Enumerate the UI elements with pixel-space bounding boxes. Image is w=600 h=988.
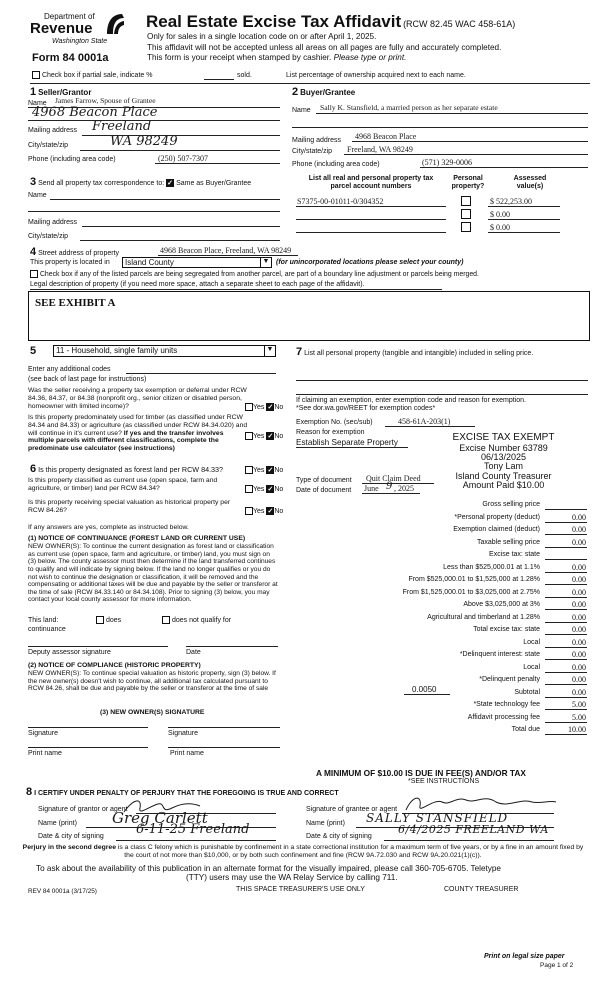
forest-no-label: No (274, 466, 284, 474)
forest-yes-checkbox[interactable] (245, 466, 253, 474)
doc-date-label: Date of document (296, 487, 352, 494)
correspondence-label: Send all property tax correspondence to: (38, 180, 165, 187)
this-land-label: This land: (28, 617, 59, 624)
street-address-line (158, 255, 298, 256)
section-3-heading: 3 Send all property tax correspondence to: ✓ Same as Buyer/Grantee (30, 176, 252, 188)
stamp-line-3: 06/13/2025 (480, 451, 527, 462)
corr-name-label: Name (28, 192, 47, 199)
header-line-3-italic: Please type or print. (333, 53, 407, 62)
calc-row-value[interactable]: 0.00 (572, 587, 586, 597)
assessed-value-header: Assessed value(s) (513, 175, 547, 191)
chevron-down-icon[interactable]: ▼ (260, 258, 271, 267)
q1-no-checkbox[interactable]: ✓ (267, 404, 274, 411)
assessed-line-2 (488, 219, 560, 220)
chevron-down-icon[interactable]: ▼ (264, 346, 275, 356)
legal-description-underline (30, 289, 442, 290)
calc-row-value[interactable]: 0.00 (572, 637, 586, 647)
grantee-signature-label: Signature of grantee or agent (306, 806, 398, 813)
buyer-name-value[interactable]: Sally K. Stansfield, a married person as her separate estate (320, 103, 498, 112)
section-1-heading: 1 Seller/Grantor (30, 86, 92, 98)
calc-row-label: Total excise tax: state (473, 626, 540, 633)
legal-description-label: Legal description of property (if you need more space, attach a separate sheet to each page of the affidavit). (30, 281, 365, 288)
county-treasurer-label: COUNTY TREASURER (444, 886, 519, 893)
parcel-line-3[interactable] (296, 232, 446, 233)
treasurer-use-only: THIS SPACE TREASURER'S USE ONLY (236, 886, 365, 893)
use-code-value: 11 - Household, single family units (56, 346, 178, 355)
accessibility-line-2: (TTY) users may use the WA Relay Service by calling 711. (186, 873, 398, 882)
calc-row-label: From $1,525,000.01 to $3,025,000 at 2.75% (402, 588, 540, 596)
assessed-line-1 (488, 206, 560, 207)
calc-row-line (545, 509, 587, 510)
agency-name: Revenue (30, 20, 93, 37)
new-owner-print-label-2: Print name (170, 750, 204, 757)
personal-property-header: Personal property? (451, 175, 485, 191)
exemption-number-line (385, 426, 475, 427)
calc-row-line (545, 559, 587, 560)
minimum-due-note: A MINIMUM OF $10.00 IS DUE IN FEE(S) AND/OR TAX (316, 768, 526, 778)
header-line-3 (147, 53, 406, 62)
legal-paper-note: Print on legal size paper (484, 953, 565, 960)
buyer-mailing-label: Mailing address (292, 137, 342, 144)
seller-name-line-2 (28, 120, 280, 121)
section-8-heading: 8 I CERTIFY UNDER PENALTY OF PERJURY THAT THE FOREGOING IS TRUE AND CORRECT (26, 786, 339, 798)
form-title: Real Estate Excise Tax Affidavit (146, 12, 402, 31)
current-use-no-label: No (274, 485, 284, 493)
doc-type-label: Type of document (296, 477, 352, 484)
stamp-line-6: Amount Paid $10.00 (462, 480, 545, 491)
section5-q2 (28, 414, 248, 453)
calc-row-label: *Delinquent interest: state (459, 651, 540, 658)
continuance-label: continuance (28, 626, 66, 633)
buyer-heading: Buyer/Grantee (300, 88, 356, 97)
partial-sale-label: Check box if partial sale, indicate % (41, 71, 153, 79)
doc-date-line (362, 493, 420, 494)
grantee-name-handwritten[interactable]: SALLY STANSFIELD (366, 811, 509, 825)
corr-name-line (50, 199, 280, 200)
historic-no-checkbox[interactable]: ✓ (267, 508, 274, 515)
calc-row-label: *Personal property (deduct) (454, 513, 540, 521)
forest-yes-label: Yes (253, 466, 265, 474)
grantor-date-label: Date & city of signing (38, 833, 104, 840)
accessibility-line-1: To ask about the availability of this publication in an alternate format for the visually impaired, please call 360-705-6705. Teletype (36, 864, 501, 873)
local-rate-value: 0.0050 (412, 685, 437, 694)
seller-phone-value[interactable]: (250) 507-7307 (158, 154, 208, 163)
local-rate-line (404, 694, 450, 695)
calc-row-value[interactable]: 0.00 (572, 687, 586, 697)
grantee-date-handwritten[interactable]: 6/4/2025 FREELAND WA (398, 823, 549, 836)
seller-phone-label: Phone (including area code) (28, 156, 116, 163)
stamp-line-4: Tony Lam (483, 461, 524, 472)
notice2-body: NEW OWNER(S): To continue special valuation as historic property, sign (3) below. If the new owner(s) doesn't wish to continue, all additional tax calculated pursuant to RCW 84.26, shall be due and payable by the seller or transferor at the time of sale (28, 670, 276, 693)
page-number: Page 1 of 2 (540, 962, 574, 969)
deputy-date-label: Date (186, 649, 201, 656)
header-line-1: Only for sales in a single location code on or after April 1, 2025. (147, 32, 377, 41)
calc-row-label: Subtotal (514, 688, 540, 696)
section5-q2a: Is this property predominately used for timber (as classified under RCW 84.34 and 84.33) or agriculture (as classified under RCW 84.34.020) and will continue in it's current use? (28, 414, 248, 437)
additional-codes-note: (see back of last page for instructions) (28, 376, 147, 383)
form-number: Form 84 0001a (32, 52, 109, 64)
current-use-yes-label: Yes (253, 485, 265, 493)
calc-row-label: Exemption claimed (deduct) (453, 526, 540, 533)
revision-number: REV 84 0001a (3/17/25) (28, 888, 97, 895)
section6-q3: Is this property receiving special valuation as historical property per RCW 84.26? (28, 499, 231, 514)
grantor-date-line (116, 840, 276, 841)
section-6-heading: 6 Is this property designated as forest land per RCW 84.33? (30, 463, 224, 475)
q2-no-label: No (274, 432, 284, 440)
calc-row-label: Agricultural and timberland at 1.28% (427, 613, 540, 621)
grantee-name-label: Name (print) (306, 820, 345, 827)
land-does-checkbox[interactable] (96, 616, 104, 624)
section6-q2: Is this property classified as current use (open space, farm and agriculture, or timber) land per RCW 84.34? (28, 477, 218, 492)
q1-yes-label: Yes (253, 403, 265, 411)
new-owner-signature-label-2: Signature (168, 730, 198, 737)
corr-city-label: City/state/zip (28, 233, 69, 240)
seller-name-label: Name (28, 100, 47, 107)
notice1-body: NEW OWNER(S): To continue the current designation as forest land or classification as current use (open space, farm and agriculture, or timber) land, you must sign on (3) below. The county assessor must then determine if the land transferred continues to qualify and will indicate by signing below. If the land no longer qualifies or you do not wish to continue the designation or classification, it will be removed and the compensating or additional taxes will be due and payable by the seller or transferor at the time of sale (RCW 84.33.140 or 84.34.108). Prior to signing (3) below, you may contact your local county assessor for more information. (28, 543, 278, 604)
buyer-name-line (316, 113, 588, 114)
perjury-text: is a class C felony which is punishable by confinement in a state correctional institution for a maximum term of five years, or by a fine in an amount fixed by the court of not more than $10,000, or by both such confinement and fine (RCW 9A.72.030 and RCW 9A.20.021(1)(c)). (117, 844, 584, 859)
calc-row-value[interactable]: 0.00 (572, 625, 586, 634)
historic-yes-label: Yes (253, 507, 265, 515)
calc-row-value[interactable]: 0.00 (572, 675, 586, 684)
calc-row-label: Total due (511, 726, 540, 733)
calc-row-value[interactable]: 5.00 (572, 712, 586, 722)
grantee-date-line (384, 840, 554, 841)
current-use-yes-checkbox[interactable] (245, 485, 253, 493)
calc-row-label: Above $3,025,000 at 3% (463, 601, 540, 608)
street-address-value[interactable]: 4968 Beacon Place, Freeland, WA 98249 (160, 246, 292, 255)
personal-property-checkbox-1[interactable] (461, 196, 471, 206)
street-address-label: Street address of property (38, 250, 120, 257)
section6-q1-answers (245, 466, 283, 475)
seller-city-handwritten[interactable]: WA 98249 (110, 134, 178, 149)
if-yes-note: If any answers are yes, complete as instructed below. (28, 524, 189, 531)
calc-row-value[interactable]: 0.00 (572, 600, 586, 609)
personal-property-line-1[interactable] (296, 380, 588, 381)
doc-date-day[interactable]: 9 (386, 481, 393, 492)
buyer-city-label: City/state/zip (292, 148, 333, 155)
calc-row-value[interactable]: 0.00 (572, 650, 586, 659)
q2-yes-label: Yes (253, 432, 265, 440)
personal-property-checkbox-2[interactable] (461, 209, 471, 219)
calc-row-label: *State technology fee (473, 701, 540, 708)
personal-property-line-2[interactable] (296, 394, 588, 395)
exemption-instructions: If claiming an exemption, enter exemption code and reason for exemption. *See dor.wa.gov/REET for exemption codes* (296, 397, 526, 413)
partial-sale-row (32, 71, 152, 80)
q1-yes-checkbox[interactable] (245, 403, 253, 411)
grantor-date-handwritten[interactable]: 6-11-25 Freeland (136, 822, 250, 837)
buyer-mailing-line (352, 141, 588, 142)
calc-row-label: *Delinquent penalty (479, 676, 540, 683)
new-owner-signature-label-1: Signature (28, 730, 58, 737)
notice2-heading: (2) NOTICE OF COMPLIANCE (HISTORIC PROPERTY) (28, 662, 201, 669)
calc-row-value[interactable]: 0.00 (572, 525, 586, 534)
forest-no-checkbox[interactable]: ✓ (267, 467, 274, 474)
corr-mailing-field[interactable] (82, 226, 280, 227)
deputy-date-line[interactable] (186, 646, 278, 647)
legal-description-box[interactable] (28, 291, 590, 341)
stamp-line-2: Excise Number 63789 (459, 442, 548, 453)
header-line-2: This affidavit will not be accepted unless all areas on all pages are fully and accurately completed. (147, 43, 502, 52)
partial-sold-label: sold. (237, 72, 252, 79)
section-5-number: 5 (30, 345, 37, 357)
stamp-line-5: Island County Treasurer (455, 470, 552, 481)
located-in-label: This property is located in (30, 259, 110, 266)
buyer-phone-value[interactable]: (571) 329-0006 (422, 158, 472, 167)
buyer-city-value[interactable]: Freeland, WA 98249 (347, 145, 413, 154)
stamp-line-1: EXCISE TAX EXEMPT (452, 432, 555, 443)
grantor-name-handwritten[interactable]: Greg Carlett (112, 809, 208, 827)
calc-row-label: Excise tax: state (489, 551, 540, 558)
calc-row-value[interactable]: 0.00 (572, 562, 586, 572)
exemption-reason-value[interactable]: Establish Separate Property (296, 438, 398, 447)
calc-row-label: Gross selling price (482, 501, 540, 508)
land-does-not-option (162, 616, 231, 625)
county-select[interactable] (122, 257, 272, 268)
washington-logo-icon (104, 12, 126, 38)
assessed-value-2[interactable]: $ 0.00 (490, 210, 510, 219)
see-instructions-note: *SEE INSTRUCTIONS (408, 778, 480, 785)
notice1-heading: (1) NOTICE OF CONTINUANCE (FOREST LAND OR CURRENT USE) (28, 535, 246, 542)
calc-row-value[interactable]: 0.00 (572, 612, 586, 622)
historic-yes-checkbox[interactable] (245, 507, 253, 515)
buyer-name-label: Name (292, 107, 311, 114)
seller-heading: Seller/Grantor (38, 88, 92, 97)
land-does-not-checkbox[interactable] (162, 616, 170, 624)
new-owner-signature-line-1[interactable] (28, 727, 148, 728)
personal-property-checkbox-3[interactable] (461, 222, 471, 232)
calc-row-label: Local (523, 638, 540, 646)
calc-row-value[interactable]: 0.00 (572, 537, 586, 547)
exemption-reason-label: Reason for exemption (296, 429, 365, 436)
perjury-notice (22, 844, 584, 860)
land-does-not-label: does not qualify for (171, 616, 232, 624)
new-owner-print-line-1[interactable] (28, 747, 148, 748)
exemption-reason-line (296, 447, 408, 448)
land-does-label: does (105, 616, 122, 624)
section6-q3-answers (245, 507, 283, 516)
section5-q2b: If yes and the transfer involves multiple parcels with different classifications, complete the predominate use calculator (see instructions) (28, 429, 224, 453)
corr-name-line-2 (28, 211, 280, 212)
doc-date-month[interactable]: June (364, 484, 379, 493)
parcel-line-1 (296, 206, 446, 207)
form-citation: (RCW 82.45 WAC 458-61A) (403, 19, 516, 29)
q2-yes-checkbox[interactable] (245, 432, 253, 440)
new-owner-signature-heading: (3) NEW OWNER(S) SIGNATURE (100, 709, 205, 716)
buyer-phone-line (420, 167, 588, 168)
calc-row-value[interactable]: 10.00 (568, 725, 586, 734)
header-divider (30, 83, 590, 84)
calc-row-label: Less than $525,000.01 at 1.1% (443, 563, 540, 571)
partial-pct-field[interactable] (204, 79, 234, 80)
segregated-label: Check box if any of the listed parcels are being segregated from another parcel, are part of a boundary line adjustment or parcels being merged. (39, 270, 479, 278)
calc-row-label: Affidavit processing fee (467, 713, 540, 721)
section6-q1: Is this property designated as forest land per RCW 84.33? (38, 465, 224, 474)
seller-name-value[interactable]: James Farrow, Spouse of Grantee (55, 96, 156, 105)
seller-mailing-handwritten[interactable]: Freeland (92, 119, 152, 134)
dor-logo (30, 12, 128, 56)
same-as-buyer-label: Same as Buyer/Grantee (176, 180, 252, 187)
additional-codes-field[interactable] (126, 373, 276, 374)
doc-date-year: , 2025 (394, 484, 414, 493)
list-percentage-note: List percentage of ownership acquired next to each name. (286, 72, 466, 79)
seller-city-line (80, 150, 280, 151)
calc-row-value[interactable]: 5.00 (572, 700, 586, 709)
doc-type-value[interactable]: Quit Claim Deed (366, 474, 421, 483)
assessed-line-3 (488, 232, 560, 233)
certify-statement: I CERTIFY UNDER PENALTY OF PERJURY THAT THE FOREGOING IS TRUE AND CORRECT (34, 790, 339, 797)
treasurer-stamp (426, 433, 581, 491)
corr-mailing-label: Mailing address (28, 219, 78, 226)
seller-city-label: City/state/zip (28, 142, 69, 149)
calc-row-value[interactable]: 0.00 (572, 512, 586, 522)
segregated-checkbox[interactable] (30, 270, 38, 278)
header-line-3-text: This form is your receipt when stamped by cashier. (147, 53, 332, 62)
perjury-bold: Perjury in the second degree (22, 844, 116, 851)
section-2-heading: 2 Buyer/Grantee (292, 86, 356, 98)
section5-q2-answers (245, 432, 283, 441)
parcel-number-value[interactable]: S7375-00-01011-0/304352 (297, 197, 384, 206)
section5-q1: Was the seller receiving a property tax exemption or deferral under RCW 84.36, 84.37, or 84.38 (nonprofit org., senior citizen or disabled person, homeowner with limited income)? (28, 387, 247, 410)
section-7-heading: 7 List all personal property (tangible and intangible) included in selling price. (296, 346, 534, 358)
segregated-row (30, 270, 479, 279)
new-owner-print-label-1: Print name (28, 750, 62, 757)
calc-row-label: Taxable selling price (476, 538, 540, 546)
seller-name-handwritten: 4968 Beacon Place (32, 105, 158, 120)
current-use-no-checkbox[interactable]: ✓ (267, 486, 274, 493)
assessed-value-3[interactable]: $ 0.00 (490, 223, 510, 232)
parcel-line-2[interactable] (296, 219, 446, 220)
use-code-select[interactable] (53, 345, 276, 357)
form-title-row (146, 12, 515, 32)
agency-dept: Department of (44, 12, 95, 21)
parcel-header: List all real and personal property tax parcel account numbers (308, 175, 434, 191)
county-select-value: Island County (125, 258, 174, 267)
exemption-number-value[interactable]: 458-61A-203(1) (398, 417, 451, 426)
q2-no-checkbox[interactable]: ✓ (267, 433, 274, 440)
corr-city-field[interactable] (80, 240, 280, 241)
new-owner-print-line-2[interactable] (168, 747, 280, 748)
seller-name-line (28, 107, 280, 108)
same-as-buyer-checkbox[interactable]: ✓ (167, 180, 174, 188)
calc-row-label: Local (523, 663, 540, 671)
agency-state: Washington State (52, 38, 108, 45)
grantee-date-label: Date & city of signing (306, 833, 372, 840)
calc-row-value[interactable]: 0.00 (572, 575, 586, 584)
section-4-heading: 4 Street address of property (30, 246, 120, 258)
partial-sale-checkbox[interactable] (32, 71, 40, 79)
buyer-phone-label: Phone (including area code) (292, 161, 380, 168)
deputy-signature-label: Deputy assessor signature (28, 649, 111, 656)
exemption-number-label: Exemption No. (sec/sub) (296, 419, 373, 426)
unincorporated-note: (for unincorporated locations please select your county) (276, 259, 464, 266)
buyer-name-line-2 (292, 127, 588, 128)
deputy-signature-line[interactable] (28, 646, 168, 647)
seller-mailing-label: Mailing address (28, 127, 78, 134)
buyer-mailing-value[interactable]: 4968 Beacon Place (355, 132, 417, 141)
assessed-value-1[interactable]: $ 522,253.00 (490, 197, 532, 206)
personal-property-list-label: List all personal property (tangible and intangible) included in selling price. (304, 350, 534, 357)
additional-codes-label: Enter any additional codes (28, 366, 111, 373)
historic-no-label: No (274, 507, 284, 515)
calc-row-value[interactable]: 0.00 (572, 662, 586, 672)
q1-no-label: No (274, 403, 284, 411)
buyer-city-line (344, 154, 588, 155)
new-owner-signature-line-2[interactable] (168, 727, 280, 728)
section5-q1-answers (245, 403, 283, 412)
calc-row-label: From $525,000.01 to $1,525,000 at 1.28% (408, 576, 540, 583)
land-does-option (96, 616, 121, 625)
grantor-signature-label: Signature of grantor or agent (38, 806, 128, 813)
section6-q2-answers (245, 485, 283, 494)
grantor-name-label: Name (print) (38, 820, 77, 827)
seller-phone-line (155, 163, 280, 164)
legal-description-value: SEE EXHIBIT A (35, 297, 116, 309)
